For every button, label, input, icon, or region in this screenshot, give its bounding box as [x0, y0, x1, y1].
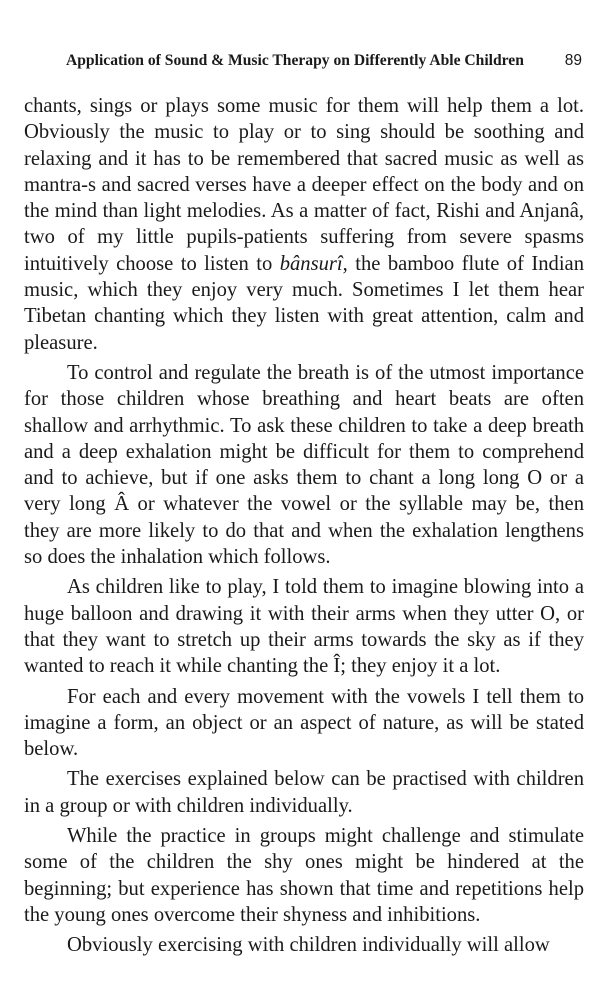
- page-number: 89: [564, 52, 582, 69]
- bansuri-term: bânsurî: [279, 252, 343, 275]
- paragraph-2: To control and regulate the breath is of the utmost importance for those children whose breathing and heart beats are often shallow and arrhythmic. To ask these children to take a deep breath and a deep exhalation might be difficult for them to comprehend and to achieve, but if one asks them to chant a long long O or a very long Â or whatever the vowel or the syllable may be, then they are more likely to do that and when the exhalation lengthens so does the inhalation which follows.: [24, 361, 584, 569]
- running-title: Application of Sound & Music Therapy on Differently Able Children: [66, 52, 524, 69]
- paragraph-7: Obviously exercising with children individually will allow: [67, 934, 550, 957]
- body-text: [24, 93, 584, 959]
- paragraph-3: As children like to play, I told them to imagine blowing into a huge balloon and drawing it with their arms when they utter O, or that they want to stretch up their arms towards the sky as if they wanted to reach it while chanting the Î; they enjoy it a lot.: [24, 576, 584, 678]
- paragraph-5: The exercises explained below can be practised with children in a group or with children individually.: [24, 768, 584, 817]
- running-header: [60, 50, 587, 72]
- paragraph-1-text-start: chants, sings or plays some music for them will help them a lot. Obviously the music to play or to sing should be soothing and relaxing and it has to be remembered that sacred music as well as mantra-s and sacred verses have a deeper effect on the body and on the mind than light melodies. As a matter of fact, Rishi and Anjanâ, two of my little pupils-patients suffering from severe spasms intuitively choose to listen to: [24, 95, 584, 275]
- paragraph-4: For each and every movement with the vowels I tell them to imagine a form, an object or an aspect of nature, as will be stated below.: [24, 685, 584, 761]
- paragraph-1: [24, 93, 584, 356]
- paragraph-6: While the practice in groups might challenge and stimulate some of the children the shy ones might be hindered at the beginning; but experience has shown that time and repetitions help the young ones overcome their shyness and inhibitions.: [24, 825, 584, 926]
- paragraph-1-text-end: , the bamboo flute of Indian music, which they enjoy very much. Sometimes I let them hear Tibetan chanting which they listen with great attention, calm and pleasure.: [24, 252, 584, 354]
